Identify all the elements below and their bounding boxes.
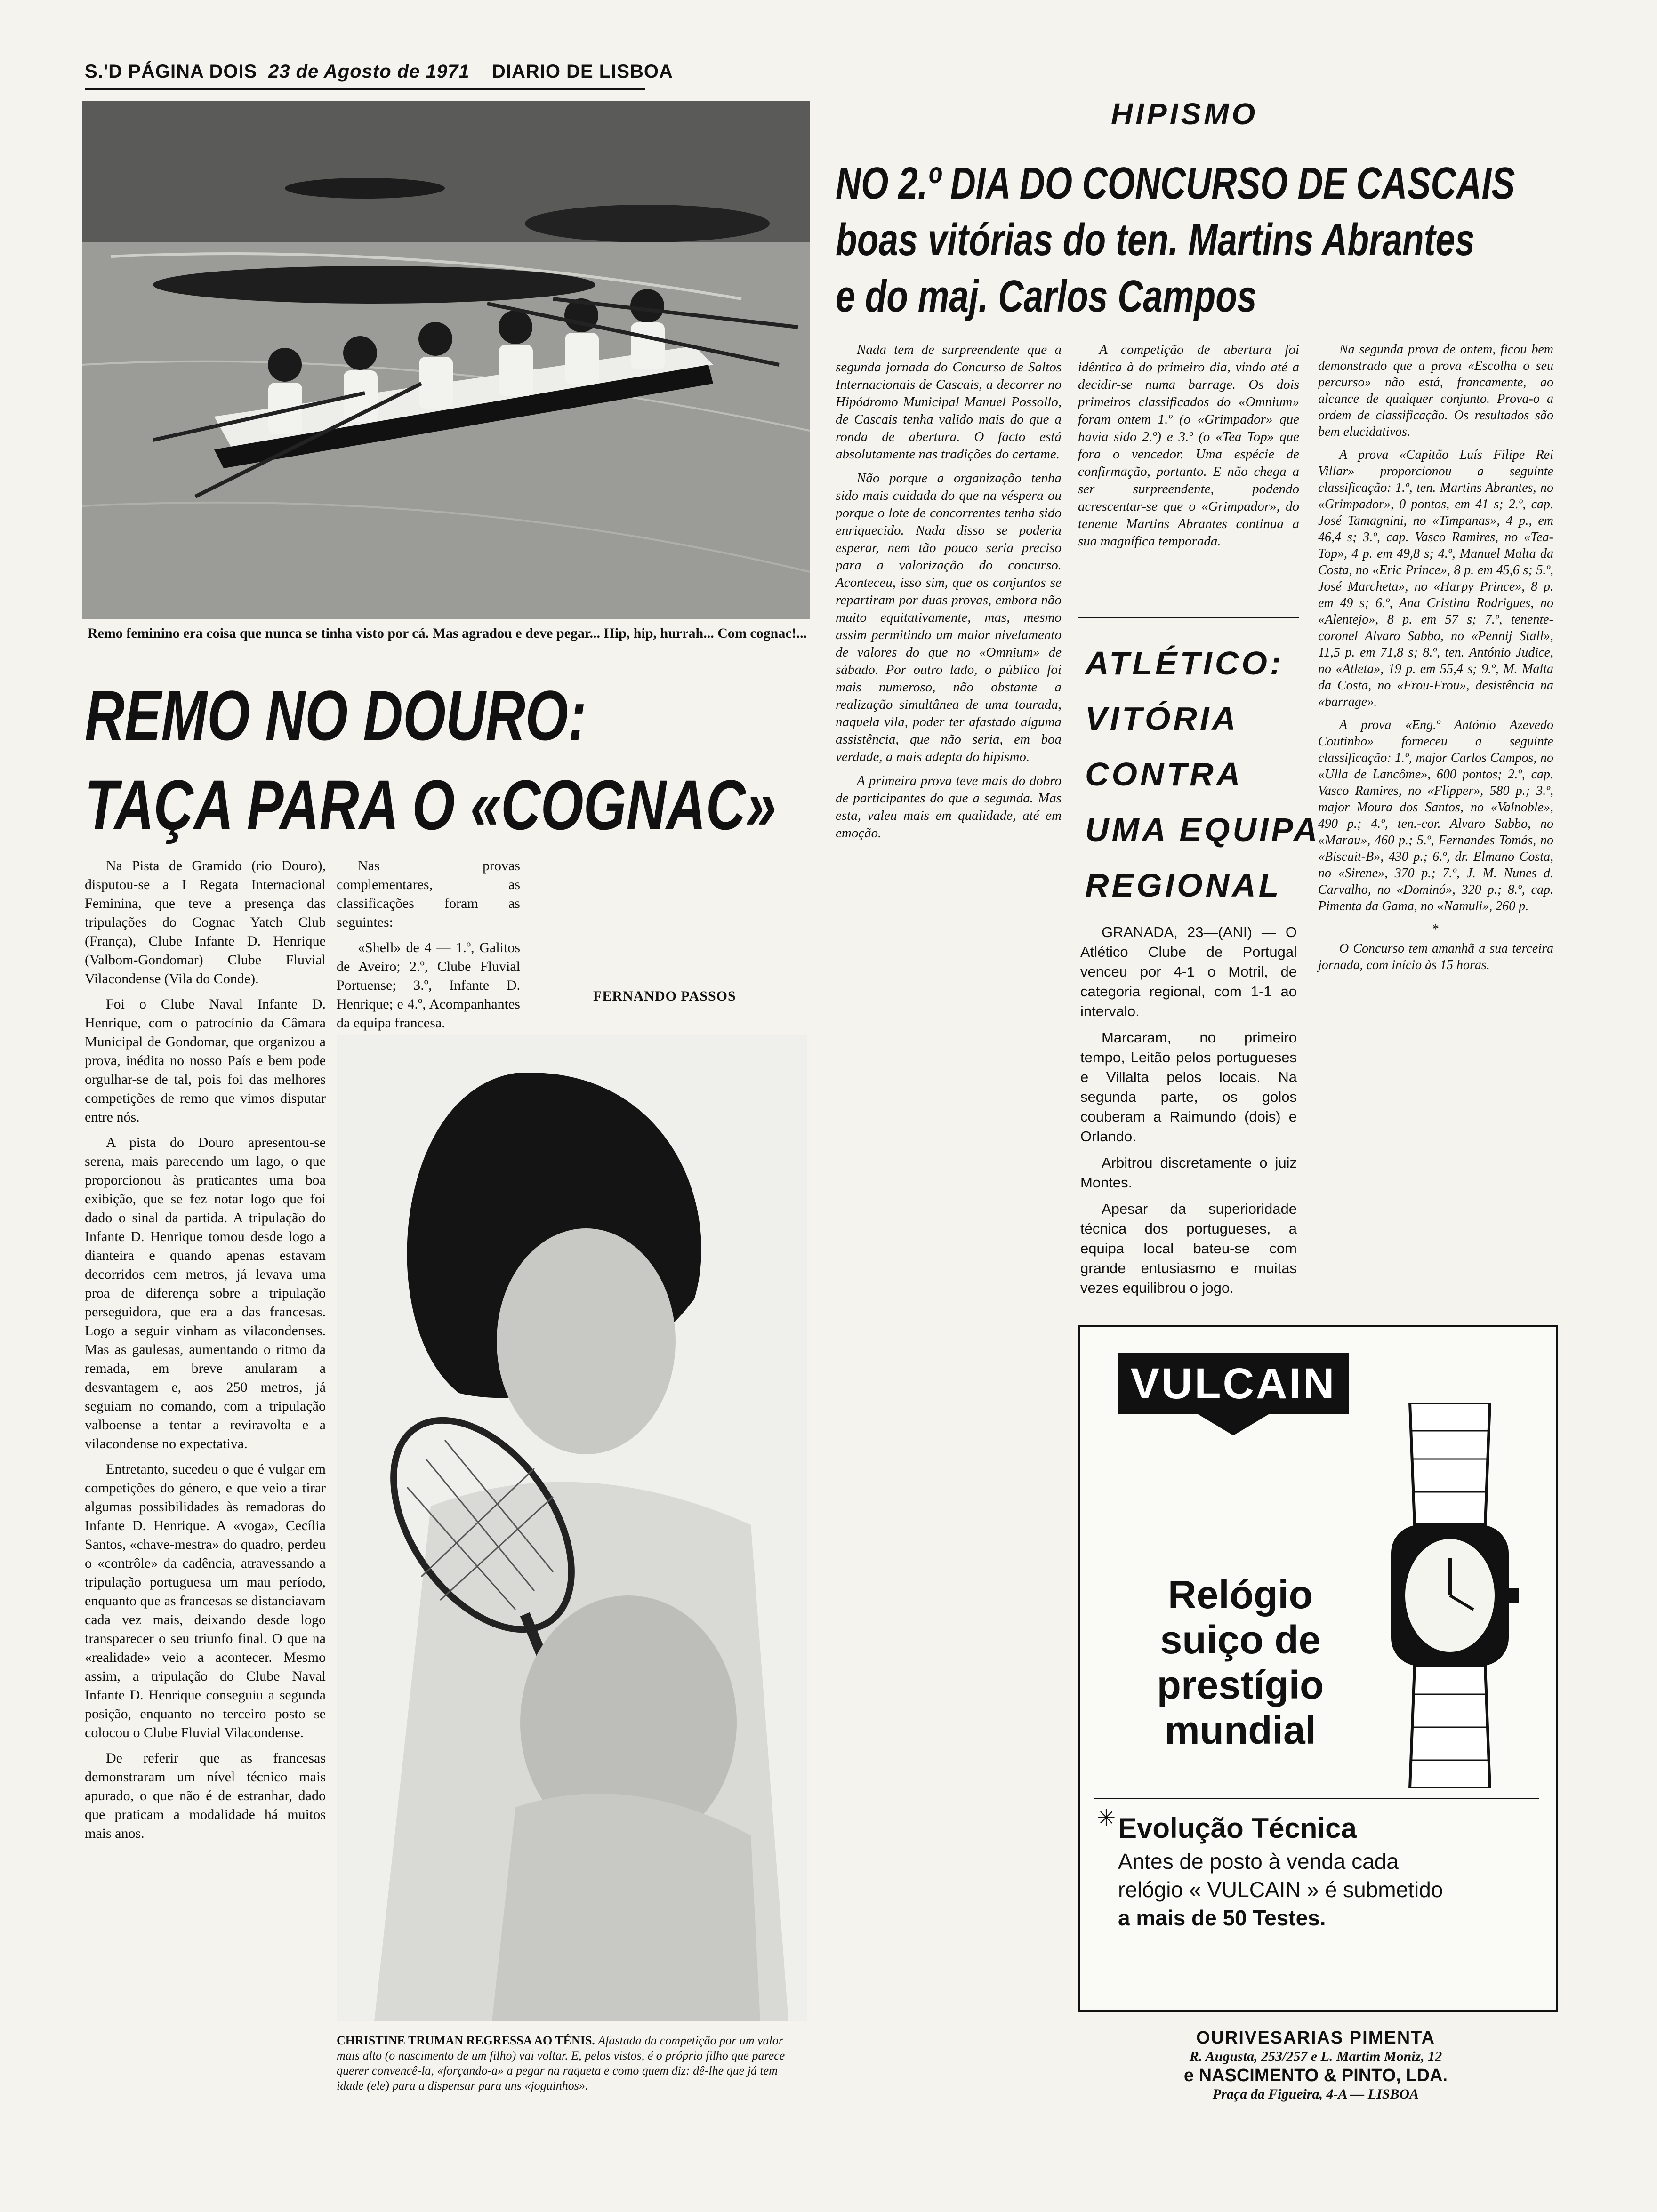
football-headline-line: ATLÉTICO: xyxy=(1085,645,1284,681)
equestrian-results: A prova «Eng.º António Azevedo Coutinho» forneceu a seguinte classificação: 1.º, major Carlos Campos, no «Ulla de Lancôme», 600 pontos; 2.º, cap. Vasco Ramires, no «Flipper», 580 p.; 3.º, major Moura dos Santos, no «Valnoble», 490 p.; 4.º, ten.-cor. Alvaro Sabbo, no «Marau», 460 p.; 5.º, Fernandes Tomás, no «Biscuit-B», 430 p.; 6.º, dr. Elmano Costa, no «Sirene», 370 p.; 7.º, J. M. Nunes d. Carvalho, no «Dominó», 320 p.; 8.º, cap. Pimenta da Gama, no «Namuli», 260 p. xyxy=(1318,718,1553,914)
retailer-2-address: Praça da Figueira, 4-A — LISBOA xyxy=(1212,2086,1419,2102)
retailer-2: e NASCIMENTO & PINTO, LDA. xyxy=(1183,2066,1448,2085)
rowing-paragraph: Entretanto, sucedeu o que é vulgar em competições do género, e que veio a tirar algumas possibilidades às remadoras do Infante D. Henrique. A «voga», Cecília Santos, «chave-mestra» do quadro, perdeu o «contrôle» da cadência, atravessando a tripulação portuguesa um mau período, enquanto que as francesas se distanciavam cada vez mais, deixando desde logo transparecer o seu triunfo final. O que na «realidade» veio a acontecer. Mesmo assim, a tripulação do Clube Naval Infante D. Henrique conseguiu a segunda posição, enquanto no terceiro posto se colocou o Clube Fluvial Vilacondense. xyxy=(85,1461,326,1740)
equestrian-column-2 xyxy=(1078,341,1299,557)
newspaper-name: DIARIO DE LISBOA xyxy=(492,61,673,82)
section-kicker-hipismo: HIPISMO xyxy=(1111,97,1258,131)
equestrian-paragraph: A primeira prova teve mais do dobro de participantes do que a segunda. Mas esta, valeu mais em qualidade, até em emoção. xyxy=(836,773,1062,841)
rowing-byline: FERNANDO PASSOS xyxy=(593,988,736,1004)
equestrian-paragraph: Nada tem de surpreendente que a segunda jornada do Concurso de Saltos Internacionais de Cascais, a decorrer no Hipódromo Municipal Manuel Possollo, de Cascais tenha valido mais do que a ronda de abertura. O facto está absolutamente nas tradições do certame. xyxy=(836,342,1062,462)
rowing-paragraph: Foi o Clube Naval Infante D. Henrique, com o patrocínio da Câmara Municipal de Gondomar, que organizou a prova, inédita no nosso País e bem pode orgulhar-se de tal, pois foi das melhores competições de remo que vimos disputar entre nós. xyxy=(85,996,326,1125)
ad-body-line: Antes de posto à venda cada xyxy=(1118,1849,1399,1874)
tennis-caption xyxy=(337,2033,807,2093)
ad-tagline-line: suiço de xyxy=(1160,1618,1321,1662)
football-article xyxy=(1080,922,1297,1305)
ad-star-icon: ✳ xyxy=(1097,1806,1116,1831)
rowing-paragraph: Nas provas complementares, as classificações foram as seguintes: xyxy=(337,858,520,930)
retailer-1: OURIVESARIAS PIMENTA xyxy=(1196,2028,1435,2048)
equestrian-closing: O Concurso tem amanhã a sua terceira jornada, com início às 15 horas. xyxy=(1318,941,1553,972)
page-label: S.'D PÁGINA DOIS xyxy=(85,61,257,82)
football-headline-line: CONTRA xyxy=(1085,756,1243,793)
ad-tagline-line: mundial xyxy=(1164,1708,1316,1752)
ad-body-line: a mais de 50 Testes. xyxy=(1118,1906,1326,1930)
vulcain-logo: VULCAIN xyxy=(1118,1353,1349,1414)
rowing-results: «Shell» de 4 — 1.º, Galitos de Aveiro; 2.º, Clube Fluvial Portuense; 3.º, Infante D. Henrique; e 4.º, Acompanhantes da equipa francesa. xyxy=(337,940,520,1031)
issue-date: 23 de Agosto de 1971 xyxy=(268,61,470,82)
tennis-caption-lead: CHRISTINE TRUMAN REGRESSA AO TÉNIS. xyxy=(337,2034,595,2047)
rowing-paragraph: A pista do Douro apresentou-se serena, mais parecendo um lago, o que proporcionou às praticantes uma boa exibição, que se fez notar logo que foi dado o sinal da partida. A tripulação do Infante D. Henrique tomou desde logo a dianteira e quando apenas estavam decorridos cem metros, já levava uma proa de diferença sobre a tripulação perseguidora, que era a das francesas. Logo a seguir vinham as vilacondenses. Mas as gaulesas, aumentando o ritmo da remada, em breve anularam a desvantagem e, aos 250 metros, já seguiam no comando, com a tripulação valboense a tentar a reviravolta e a vilacondense no expectativa. xyxy=(85,1135,326,1451)
tennis-photo-illustration xyxy=(337,1035,807,2021)
ad-tagline-line: Relógio xyxy=(1168,1572,1313,1617)
retailer-1-address: R. Augusta, 253/257 e L. Martim Moniz, 12 xyxy=(1189,2049,1442,2064)
football-headline-line: UMA EQUIPA xyxy=(1085,811,1320,848)
rowing-photo-illustration xyxy=(82,101,810,619)
equestrian-headline-line3: e do maj. Carlos Campos xyxy=(836,271,1257,321)
rowing-headline-line2: TAÇA PARA O «COGNAC» xyxy=(85,765,777,844)
equestrian-results: A prova «Capitão Luís Filipe Rei Villar» proporcionou a seguinte classificação: 1.º, ten. Martins Abrantes, no «Grimpador», 0 pontos, em 41 s; 2.º, cap. José Tamagnini, no «Timpanas», 4 p., em 46,4 s; 3.º, cap. Vasco Ramires, no «Tea-Top», 4 p. em 49,8 s; 4.º, Manuel Malta da Costa, no «Eric Prince», 8 p. em 45,6 s; 5.º, José Marcheta», no «Harpy Prince», 8 p. em 49 s; 6.º, Ana Cristina Rodrigues, no «Alentejo», 8 p. em 57 s; 7.º, tenente-coronel Alvaro Sabbo, no «Pennij Stall», 11,5 p. em 71,8 s; 8.º, ten. António Judice, no «Atleta», 19 p. em 55,4 s; 9.º, M. Malta da Costa, no «Frou-Frou», desistência na «barrage». xyxy=(1318,448,1553,709)
football-paragraph: Arbitrou discretamente o juiz Montes. xyxy=(1080,1154,1297,1191)
rowing-column-1 xyxy=(85,857,326,1850)
football-headline-line: REGIONAL xyxy=(1085,867,1282,904)
equestrian-paragraph: Na segunda prova de ontem, ficou bem demonstrado que a prova «Escolha o seu percurso» não está, francamente, ao alcance de qualquer conjunto. Prova-o a ordem de classificação. Os resultados são bem elucidativos. xyxy=(1318,342,1553,439)
vulcain-advertisement xyxy=(1078,1325,1558,2012)
wristwatch-icon xyxy=(1372,1403,1528,1788)
tennis-photo xyxy=(337,1035,807,2021)
tennis-caption-text: Afastada da competição por um valor mais alto (o nascimento de um filho) vai voltar. E, pelos vistos, é o próprio filho que parece querer convencê-la, «forçando-a» a pegar na raqueta e como quem diz: dê-lhe que já tem idade (ele) para a dispensar para uns «joguinhos». xyxy=(337,2034,785,2092)
football-headline xyxy=(1085,635,1320,913)
equestrian-paragraph: A competição de abertura foi idêntica à do primeiro dia, vindo até a decidir-se numa barrage. Os dois primeiros classificados do «Omnium» foram ontem 1.º (o «Grimpador» que havia sido 2.º) e 3.º (o «Tea Top» que fora o vencedor. Uma espécie de confirmação, portanto. E não chega a ser surpreendente, podendo acrescentar-se que o «Grimpador», do tenente Martins Abrantes continua a sua magnífica temporada. xyxy=(1078,342,1299,549)
equestrian-headline-line1: NO 2.º DIA DO CONCURSO DE CASCAIS xyxy=(836,158,1515,208)
ad-rule xyxy=(1094,1798,1539,1799)
equestrian-paragraph: Não porque a organização tenha sido mais cuidada do que na véspera ou porque o lote de concorrentes tenha sido enriquecido. Nada disso se poderia esperar, nem tão pouco seria preciso para a valorização do concurso. Aconteceu, isso sim, que os conjuntos se repartiram por duas provas, embora não muito equitativamente, mas, mesmo assim permitindo um maior nivelamento de valores do que no «Omnium» de sábado. Por outro lado, o público foi mais numeroso, não obstante a realização simultânea de uma tourada, naquela vila, poder ter afastado alguma assistência, que não seria, em boa verdade, a mais adepta do hipismo. xyxy=(836,471,1062,764)
masthead-rule xyxy=(85,88,645,90)
rowing-headline-line1: REMO NO DOURO: xyxy=(85,676,587,755)
rowing-paragraph: Na Pista de Gramido (rio Douro), disputou-se a I Regata Internacional Feminina, que teve a presença das tripulações do Cognac Yatch Club (França), Clube Infante D. Henrique (Valbom-Gondomar) Clube Fluvial Vilacondense (Vila do Conde). xyxy=(85,858,326,986)
football-paragraph: Apesar da superioridade técnica dos portugueses, a equipa local bateu-se com grande entusiasmo e muitas vezes equilibrou o jogo. xyxy=(1080,1201,1297,1296)
rowing-photo-caption: Remo feminino era coisa que nunca se tinha visto por cá. Mas agradou e deve pegar... Hip, hip, hurrah... Com cognac!... xyxy=(87,625,807,641)
logo-chevron-icon xyxy=(1198,1414,1269,1438)
ad-subhead: Evolução Técnica xyxy=(1118,1812,1357,1844)
ad-tagline xyxy=(1109,1572,1372,1753)
rowing-paragraph: De referir que as francesas demonstraram um nível técnico mais apurado, o que não é de estranhar, dado que praticam a modalidade há muitos mais anos. xyxy=(85,1750,326,1841)
column-rule xyxy=(1078,617,1299,618)
equestrian-column-1 xyxy=(836,341,1062,849)
equestrian-column-3 xyxy=(1318,341,1553,980)
separator-asterisk: * xyxy=(1432,922,1439,937)
equestrian-headline-line2: boas vitórias do ten. Martins Abrantes xyxy=(836,215,1475,265)
football-paragraph: Marcaram, no primeiro tempo, Leitão pelos portugueses e Villalta pelos locais. Na segunda parte, os golos couberam a Raimundo (dois) e Orlando. xyxy=(1080,1029,1297,1145)
ad-tagline-line: prestígio xyxy=(1157,1663,1324,1707)
retailers xyxy=(1078,2028,1553,2104)
football-headline-line: VITÓRIA xyxy=(1085,700,1239,737)
rowing-photo xyxy=(82,101,810,619)
ad-body-line: relógio « VULCAIN » é submetido xyxy=(1118,1877,1443,1902)
football-paragraph: GRANADA, 23—(ANI) — O Atlético Clube de Portugal venceu por 4-1 o Motril, de categoria regional, com 1-1 ao intervalo. xyxy=(1080,924,1297,1019)
ad-body xyxy=(1118,1847,1532,1932)
